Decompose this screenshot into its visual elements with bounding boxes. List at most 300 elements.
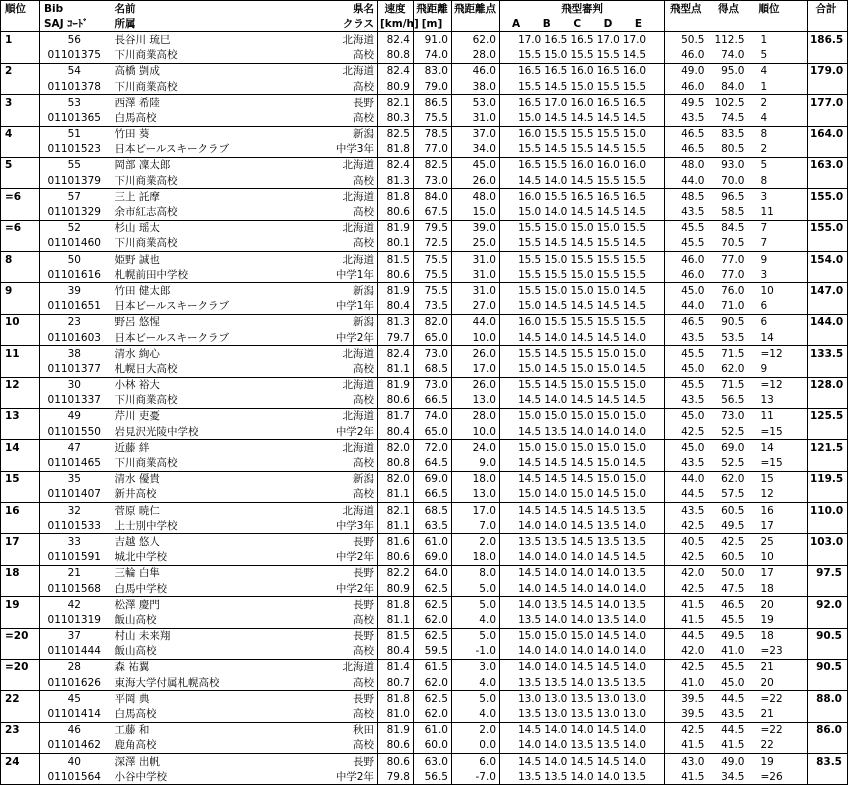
total-cell: 128.0 [808,377,848,393]
speed-cell: 80.6 [378,393,414,409]
prefecture-cell: 北海道 [287,32,378,48]
round-rank-cell: 10 [751,550,808,566]
distance-points-cell: 53.0 [452,95,500,111]
distance-points-cell: 13.0 [452,393,500,409]
judge-letter-d: D [603,17,613,30]
distance-cell: 82.0 [414,314,452,330]
affiliation-cell: 白馬高校 [114,708,157,721]
speed-cell: 80.8 [378,48,414,64]
header-style-points: 飛型点 [670,2,702,15]
saj-code-cell: 01101379 [47,174,101,187]
style-points-cell: 50.5 [665,32,711,48]
distance-points-cell: 48.0 [452,189,500,205]
round-rank-cell: 11 [751,408,808,424]
affiliation-cell: 札幌日大高校 [114,362,178,375]
rank-cell: 19 [1,597,40,613]
judge-scores-cell: 15.0 14.0 15.0 14.5 15.0 [500,487,665,503]
speed-cell: 80.3 [378,110,414,126]
style-points-cell: 45.0 [681,362,705,375]
speed-cell: 80.4 [378,644,414,660]
class-cell: 中学3年 [287,518,378,534]
distance-points-cell: 31.0 [452,252,500,268]
judge-scores-cell: 13.5 13.0 13.5 13.0 13.0 [500,706,665,722]
distance-cell: 75.5 [414,252,452,268]
saj-code-cell: 01101465 [47,457,101,470]
header-speed: 速度 [378,1,414,17]
table-row-detail [1,173,848,189]
bib-cell: 39 [40,283,109,299]
judge-scores-cell: 15.5 15.5 15.0 15.5 15.5 [500,267,665,283]
saj-code-cell: 01101591 [47,551,101,564]
bib-cell: 52 [40,220,109,236]
judge-scores-cell: 14.5 13.5 14.0 14.0 14.0 [500,424,665,440]
judge-scores-cell: 13.0 13.0 13.5 13.0 13.0 [500,691,665,707]
rank-cell: 24 [1,754,40,770]
round-rank-cell: 22 [751,738,808,754]
distance-cell: 64.0 [414,565,452,581]
style-points-cell: 41.0 [681,676,705,689]
speed-cell: 81.1 [378,612,414,628]
style-points-cell: 48.5 [665,189,711,205]
rank-cell: 4 [1,126,40,142]
distance-cell: 62.5 [414,691,452,707]
round-rank-cell: 19 [751,754,808,770]
distance-points-cell: 5.0 [452,691,500,707]
round-rank-cell: 21 [751,706,808,722]
distance-cell: 61.0 [414,534,452,550]
score-cell: 62.0 [721,362,745,375]
affiliation-cell: 飯山高校 [114,613,157,626]
prefecture-cell: 北海道 [287,189,378,205]
prefecture-cell: 北海道 [287,408,378,424]
table-row-detail [1,142,848,158]
speed-cell: 81.0 [378,706,414,722]
header-round-rank: 順位 [751,1,808,17]
class-cell: 中学2年 [287,424,378,440]
speed-cell: 82.0 [378,440,414,456]
judge-scores-cell: 14.0 14.0 14.5 14.5 14.0 [500,659,665,675]
style-points-cell: 46.0 [681,80,705,93]
distance-cell: 69.0 [414,550,452,566]
speed-cell: 80.4 [378,424,414,440]
score-cell: 52.5 [721,425,745,438]
distance-cell: 56.5 [414,769,452,785]
table-row-detail [1,738,848,754]
rank-cell: 9 [1,283,40,299]
total-cell: 186.5 [808,32,848,48]
distance-cell: 86.5 [414,95,452,111]
round-rank-cell: =26 [751,769,808,785]
score-cell: 52.5 [721,457,745,470]
style-points-cell: 44.5 [681,488,705,501]
score-cell: 84.5 [711,220,751,236]
athlete-name: 竹田 健太郎 [109,283,287,299]
prefecture-cell: 北海道 [287,659,378,675]
prefecture-cell: 北海道 [287,63,378,79]
round-rank-cell: 6 [751,299,808,315]
athlete-name: 高橋 剴成 [109,63,287,79]
bib-cell: 32 [40,503,109,519]
distance-cell: 73.5 [414,299,452,315]
score-cell: 44.5 [711,722,751,738]
total-cell: 155.0 [808,220,848,236]
speed-cell: 79.8 [378,769,414,785]
athlete-name: 菅原 暁仁 [109,503,287,519]
round-rank-cell: 11 [751,204,808,220]
distance-points-cell: 27.0 [452,299,500,315]
distance-cell: 78.5 [414,126,452,142]
judge-scores-cell: 14.5 14.5 14.5 14.5 13.5 [500,503,665,519]
speed-cell: 81.9 [378,722,414,738]
distance-cell: 72.0 [414,440,452,456]
distance-points-cell: -1.0 [452,644,500,660]
distance-points-cell: 4.0 [452,706,500,722]
total-cell: 144.0 [808,314,848,330]
table-row-detail [1,267,848,283]
distance-cell: 91.0 [414,32,452,48]
speed-cell: 82.1 [378,503,414,519]
prefecture-cell: 新潟 [287,283,378,299]
header-distance: 飛距離 [414,1,452,17]
table-row-detail [1,487,848,503]
round-rank-cell: 25 [751,534,808,550]
judge-scores-cell: 14.0 14.5 14.0 14.0 14.0 [500,581,665,597]
round-rank-cell: 9 [751,361,808,377]
distance-cell: 73.0 [414,173,452,189]
distance-cell: 62.0 [414,612,452,628]
bib-cell: 54 [40,63,109,79]
header-total: 合計 [815,2,837,15]
header-speed-unit: [km/h] [378,16,414,32]
rank-cell: 8 [1,252,40,268]
table-row-detail [1,581,848,597]
judge-scores-cell: 13.5 13.5 14.5 13.5 13.5 [500,534,665,550]
judge-scores-cell: 14.0 13.5 14.5 14.0 13.5 [500,597,665,613]
style-points-cell: 44.0 [665,471,711,487]
judge-scores-cell: 15.0 15.0 15.0 15.0 15.0 [500,440,665,456]
total-cell: 97.5 [808,565,848,581]
score-cell: 44.5 [711,691,751,707]
saj-code-cell: 01101329 [47,206,101,219]
judge-scores-cell: 16.5 17.0 16.0 16.5 16.5 [500,95,665,111]
header-score: 得点 [718,2,739,15]
speed-cell: 82.4 [378,63,414,79]
judge-scores-cell: 13.5 13.5 14.0 13.5 13.5 [500,675,665,691]
total-cell: 88.0 [808,691,848,707]
saj-code-cell: 01101377 [47,362,101,375]
speed-cell: 81.9 [378,283,414,299]
score-cell: 69.0 [711,440,751,456]
distance-cell: 62.5 [414,581,452,597]
header-class: クラス [287,16,378,32]
distance-cell: 59.5 [414,644,452,660]
table-row-detail [1,361,848,377]
style-points-cell: 41.5 [681,770,705,783]
bib-cell: 55 [40,157,109,173]
affiliation-cell: 岩見沢光陵中学校 [114,425,199,438]
table-row [1,346,848,362]
table-row-detail [1,330,848,346]
round-rank-cell: =12 [751,377,808,393]
class-cell: 中学2年 [287,330,378,346]
table-row-detail [1,550,848,566]
rank-cell: =20 [1,659,40,675]
saj-code-cell: 01101414 [47,708,101,721]
judge-scores-cell: 16.0 15.5 16.5 16.5 16.5 [500,189,665,205]
distance-points-cell: 10.0 [452,424,500,440]
athlete-name: 村山 未来翔 [109,628,287,644]
rank-cell: 2 [1,63,40,79]
distance-cell: 69.0 [414,471,452,487]
score-cell: 47.5 [721,582,745,595]
distance-cell: 84.0 [414,189,452,205]
round-rank-cell: 8 [751,126,808,142]
style-points-cell: 46.0 [681,49,705,62]
style-points-cell: 45.5 [665,220,711,236]
distance-points-cell: 37.0 [452,126,500,142]
saj-code-cell: 01101337 [47,394,101,407]
saj-code-cell: 01101365 [47,111,101,124]
style-points-cell: 42.0 [665,565,711,581]
athlete-name: 清水 優貴 [109,471,287,487]
style-points-cell: 43.5 [681,206,705,219]
round-rank-cell: 19 [751,612,808,628]
affiliation-cell: 下川商業高校 [114,394,178,407]
round-rank-cell: 12 [751,487,808,503]
distance-cell: 63.0 [414,754,452,770]
style-points-cell: 45.0 [665,408,711,424]
table-row-detail [1,769,848,785]
bib-cell: 53 [40,95,109,111]
header-distance-points: 飛距離点 [452,1,500,17]
style-points-cell: 41.5 [665,597,711,613]
round-rank-cell: 14 [751,440,808,456]
table-row [1,63,848,79]
bib-cell: 56 [40,32,109,48]
style-points-cell: 42.5 [681,425,705,438]
class-cell: 高校 [287,393,378,409]
athlete-name: 吉越 悠人 [109,534,287,550]
affiliation-cell: 鹿角高校 [114,739,157,752]
judge-scores-cell: 13.5 14.0 14.0 13.5 14.0 [500,612,665,628]
score-cell: 73.0 [711,408,751,424]
distance-points-cell: 28.0 [452,408,500,424]
judge-scores-cell: 14.0 14.0 14.0 14.0 14.0 [500,644,665,660]
table-row-detail [1,455,848,471]
table-row [1,189,848,205]
class-cell: 中学2年 [287,769,378,785]
prefecture-cell: 長野 [287,628,378,644]
distance-cell: 79.0 [414,79,452,95]
athlete-name: 近藤 絆 [109,440,287,456]
rank-cell: 14 [1,440,40,456]
judge-scores-cell: 15.5 15.0 15.5 15.5 14.5 [500,48,665,64]
saj-code-cell: 01101603 [47,331,101,344]
score-cell: 46.5 [711,597,751,613]
score-cell: 58.5 [721,206,745,219]
prefecture-cell: 長野 [287,691,378,707]
bib-cell: 37 [40,628,109,644]
saj-code-cell: 01101651 [47,300,101,313]
score-cell: 43.5 [721,708,745,721]
distance-cell: 68.5 [414,503,452,519]
prefecture-cell: 長野 [287,565,378,581]
round-rank-cell: 17 [751,565,808,581]
table-row [1,597,848,613]
round-rank-cell: 4 [751,110,808,126]
speed-cell: 82.4 [378,157,414,173]
bib-cell: 38 [40,346,109,362]
affiliation-cell: 飯山高校 [114,645,157,658]
athlete-name: 平岡 典 [109,691,287,707]
affiliation-cell: 下川商業高校 [114,237,178,250]
score-cell: 50.0 [711,565,751,581]
judge-scores-cell: 14.5 14.0 14.5 14.5 14.0 [500,754,665,770]
distance-points-cell: 28.0 [452,48,500,64]
rank-cell: =6 [1,189,40,205]
total-cell: 90.5 [808,659,848,675]
athlete-name: 竹田 葵 [109,126,287,142]
total-cell: 179.0 [808,63,848,79]
speed-cell: 81.5 [378,628,414,644]
bib-cell: 50 [40,252,109,268]
style-points-cell: 43.5 [681,394,705,407]
judge-scores-cell: 14.0 14.0 14.5 13.5 14.0 [500,518,665,534]
table-row-detail [1,644,848,660]
style-points-cell: 46.5 [681,143,705,156]
style-points-cell: 39.5 [681,708,705,721]
total-cell: 119.5 [808,471,848,487]
speed-cell: 79.7 [378,330,414,346]
score-cell: 60.5 [721,551,745,564]
bib-cell: 46 [40,722,109,738]
style-points-cell: 49.0 [665,63,711,79]
class-cell: 高校 [287,487,378,503]
score-cell: 60.5 [711,503,751,519]
class-cell: 高校 [287,738,378,754]
distance-cell: 64.5 [414,455,452,471]
distance-points-cell: 9.0 [452,455,500,471]
judge-scores-cell: 15.5 15.0 15.5 15.5 15.5 [500,252,665,268]
class-cell: 中学2年 [287,550,378,566]
judge-scores-cell: 16.5 16.5 16.0 16.5 16.0 [500,63,665,79]
class-cell: 高校 [287,706,378,722]
round-rank-cell: 20 [751,675,808,691]
prefecture-cell: 北海道 [287,157,378,173]
score-cell: 96.5 [711,189,751,205]
round-rank-cell: 18 [751,628,808,644]
style-points-cell: 46.0 [665,252,711,268]
score-cell: 80.5 [721,143,745,156]
distance-points-cell: 26.0 [452,377,500,393]
speed-cell: 81.8 [378,691,414,707]
round-rank-cell: =23 [751,644,808,660]
rank-cell: 13 [1,408,40,424]
table-row-detail [1,204,848,220]
judge-scores-cell: 15.5 14.5 15.5 14.5 15.5 [500,142,665,158]
prefecture-cell: 北海道 [287,440,378,456]
judge-scores-cell: 15.5 14.5 15.0 15.5 15.0 [500,377,665,393]
rank-cell: =20 [1,628,40,644]
speed-cell: 82.1 [378,95,414,111]
header-affiliation: 所属 [109,16,287,32]
prefecture-cell: 長野 [287,597,378,613]
rank-cell: 10 [1,314,40,330]
distance-cell: 74.0 [414,48,452,64]
round-rank-cell: =22 [751,691,808,707]
class-cell: 高校 [287,361,378,377]
distance-cell: 66.5 [414,487,452,503]
saj-code-cell: 01101523 [47,143,101,156]
saj-code-cell: 01101444 [47,645,101,658]
bib-cell: 57 [40,189,109,205]
score-cell: 71.5 [711,346,751,362]
distance-cell: 67.5 [414,204,452,220]
judge-scores-cell: 16.0 15.5 15.5 15.5 15.0 [500,126,665,142]
athlete-name: 岡部 凜太郎 [109,157,287,173]
style-points-cell: 39.5 [665,691,711,707]
score-cell: 77.0 [711,252,751,268]
athlete-name: 工藤 和 [109,722,287,738]
round-rank-cell: 3 [751,267,808,283]
style-points-cell: 42.5 [665,659,711,675]
speed-cell: 80.8 [378,455,414,471]
style-points-cell: 45.5 [665,377,711,393]
distance-points-cell: 3.0 [452,659,500,675]
table-row [1,722,848,738]
score-cell: 77.0 [721,268,745,281]
distance-cell: 77.0 [414,142,452,158]
distance-points-cell: 7.0 [452,518,500,534]
score-cell: 70.0 [721,174,745,187]
round-rank-cell: 10 [751,283,808,299]
speed-cell: 80.6 [378,754,414,770]
table-row [1,503,848,519]
round-rank-cell: 13 [751,393,808,409]
judge-scores-cell: 15.5 15.0 15.0 15.0 14.5 [500,283,665,299]
style-points-cell: 45.5 [681,237,705,250]
judge-scores-cell: 16.5 15.5 16.0 16.0 16.0 [500,157,665,173]
distance-cell: 82.5 [414,157,452,173]
distance-cell: 73.0 [414,377,452,393]
table-row [1,252,848,268]
affiliation-cell: 日本ビールスキークラブ [114,300,230,313]
round-rank-cell: =12 [751,346,808,362]
speed-cell: 81.1 [378,487,414,503]
distance-points-cell: 6.0 [452,754,500,770]
round-rank-cell: 1 [751,32,808,48]
distance-points-cell: 2.0 [452,722,500,738]
style-points-cell: 46.5 [665,126,711,142]
round-rank-cell: 3 [751,189,808,205]
prefecture-cell: 北海道 [287,220,378,236]
speed-cell: 82.0 [378,471,414,487]
score-cell: 70.5 [721,237,745,250]
saj-code-cell: 01101550 [47,425,101,438]
distance-points-cell: 13.0 [452,487,500,503]
score-cell: 83.5 [711,126,751,142]
athlete-name: 長谷川 琉巳 [109,32,287,48]
prefecture-cell: 北海道 [287,252,378,268]
distance-points-cell: 0.0 [452,738,500,754]
distance-cell: 72.5 [414,236,452,252]
judge-scores-cell: 15.0 14.5 14.5 14.5 14.5 [500,110,665,126]
class-cell: 高校 [287,455,378,471]
round-rank-cell: 15 [751,471,808,487]
style-points-cell: 46.5 [665,314,711,330]
round-rank-cell: 9 [751,252,808,268]
total-cell: 83.5 [808,754,848,770]
